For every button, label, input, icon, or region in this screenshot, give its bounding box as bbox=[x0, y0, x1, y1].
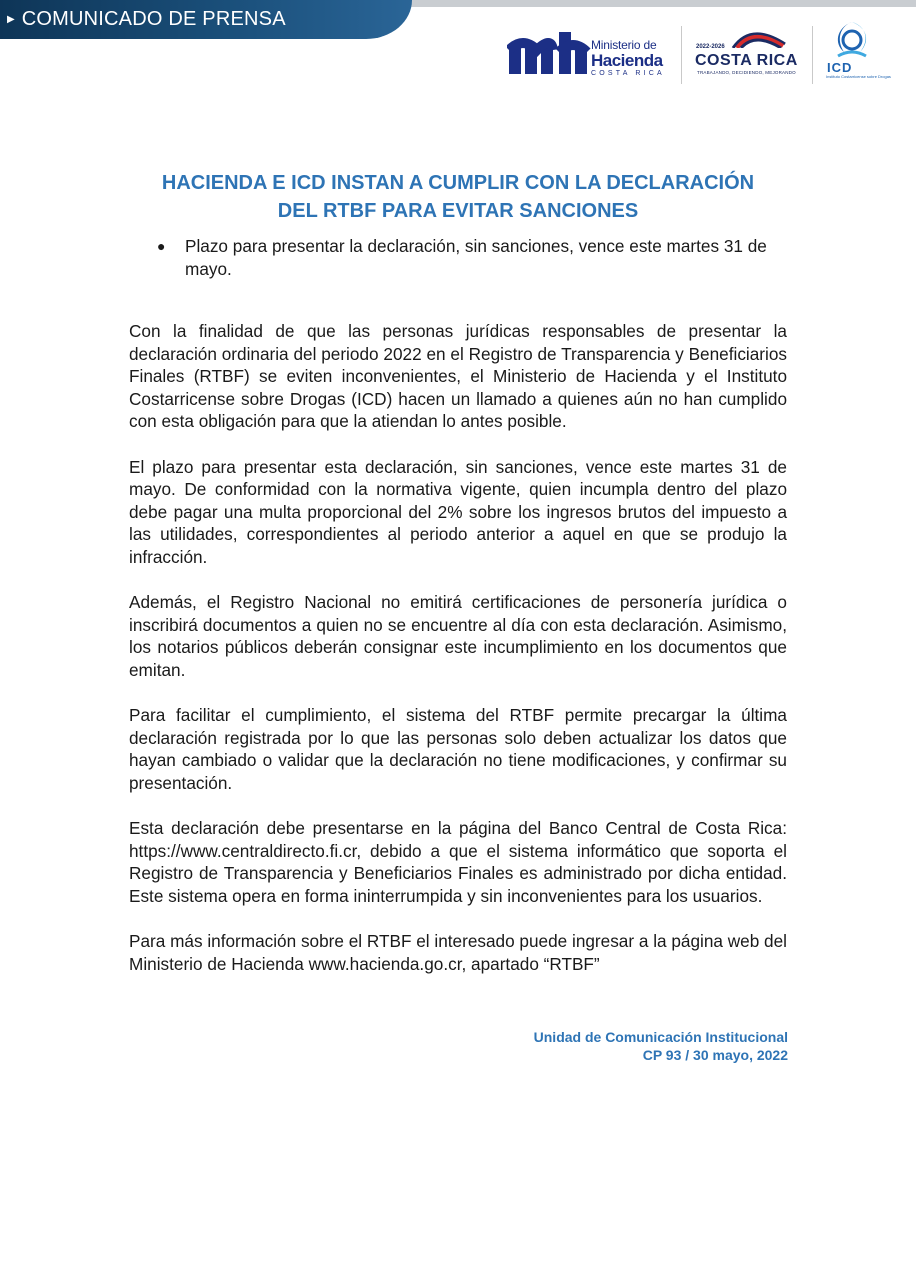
triangle-right-icon: ▶ bbox=[7, 13, 15, 25]
title-line-2: DEL RTBF PARA EVITAR SANCIONES bbox=[277, 200, 639, 222]
hacienda-line2: Hacienda bbox=[591, 51, 663, 70]
signature-block bbox=[400, 1028, 788, 1064]
banner-label: COMUNICADO DE PRENSA bbox=[21, 8, 286, 30]
logo-divider bbox=[681, 26, 682, 84]
icd-subtitle: Instituto Costarricense sobre Drogas bbox=[826, 74, 891, 79]
mh-logomark-icon bbox=[507, 30, 591, 78]
icd-logo bbox=[822, 18, 891, 80]
cr-name: COSTA RICA bbox=[695, 52, 798, 69]
hacienda-logo bbox=[507, 30, 667, 78]
paragraph: Con la finalidad de que las personas jurídicas responsables de presentar la declaración ordinaria del periodo 2022 en el Registro de Transparencia y Beneficiarios Finales (RTBF) se eviten inconvenientes, el Ministerio de Hacienda y el Instituto Costarricense sobre Drogas (ICD) hacen un llamado a quienes aún no han cumplido con esta obligación para que la atiendan lo antes posible. bbox=[129, 321, 787, 431]
press-release-banner bbox=[0, 0, 412, 39]
paragraph: Además, el Registro Nacional no emitirá certificaciones de personería jurídica o inscribirá documentos a quien no se encuentre al día con esta declaración. Asimismo, los notarios públicos deberán consignar este incumplimiento en los documentos que emitan. bbox=[129, 592, 787, 680]
paragraph: El plazo para presentar esta declaración, sin sanciones, vence este martes 31 de mayo. De conformidad con la normativa vigente, quien incumpla dentro del plazo debe pagar una multa proporcional del 2% sobre los ingresos brutos del impuesto a las utilidades, correspondientes al periodo anterior a aquel en que se produjo la infracción. bbox=[129, 456, 787, 567]
paragraph: Esta declaración debe presentarse en la página del Banco Central de Costa Rica: https://www.centraldirecto.fi.cr, debido a que el sistema informático que soporta el Registro de Transparencia y Beneficiarios Finales es administrado por dicha entidad. Este sistema opera en forma ininterrumpida y sin inconvenientes para los usuarios. bbox=[129, 818, 787, 906]
hacienda-wordmark bbox=[591, 39, 665, 77]
bullet-item bbox=[157, 235, 777, 281]
costa-rica-government-logo bbox=[693, 24, 801, 80]
cr-years: 2022-2026 bbox=[696, 44, 725, 50]
paragraph: Para facilitar el cumplimiento, el sistema del RTBF permite precargar la última declaración registrada por lo que las personas solo deben actualizar los datos que hayan cambiado o validar que la declaración no tiene modificaciones, y confirmar su presentación. bbox=[129, 705, 787, 793]
icd-wordmark: ICD bbox=[827, 60, 853, 75]
title-line-1: HACIENDA E ICD INSTAN A CUMPLIR CON LA DECLARACIÓN bbox=[161, 172, 755, 194]
cr-tagline: TRABAJANDO, DECIDIENDO, MEJORANDO bbox=[697, 70, 796, 75]
paragraph: Para más información sobre el RTBF el interesado puede ingresar a la página web del Ministerio de Hacienda www.hacienda.go.cr, apartado “RTBF” bbox=[129, 931, 787, 974]
bullet-text: Plazo para presentar la declaración, sin sanciones, vence este martes 31 de mayo. bbox=[185, 236, 767, 279]
hacienda-line1: Ministerio de bbox=[591, 38, 657, 52]
hacienda-line3: COSTA RICA bbox=[591, 70, 665, 77]
logo-divider bbox=[812, 26, 813, 84]
footer-unit: Unidad de Comunicación Institucional bbox=[533, 1029, 788, 1045]
article-body bbox=[129, 320, 787, 998]
footer-reference: CP 93 / 30 mayo, 2022 bbox=[642, 1047, 788, 1063]
icd-emblem-icon bbox=[822, 18, 882, 60]
bullet-dot-icon: ● bbox=[157, 238, 166, 254]
page-title bbox=[100, 169, 816, 225]
